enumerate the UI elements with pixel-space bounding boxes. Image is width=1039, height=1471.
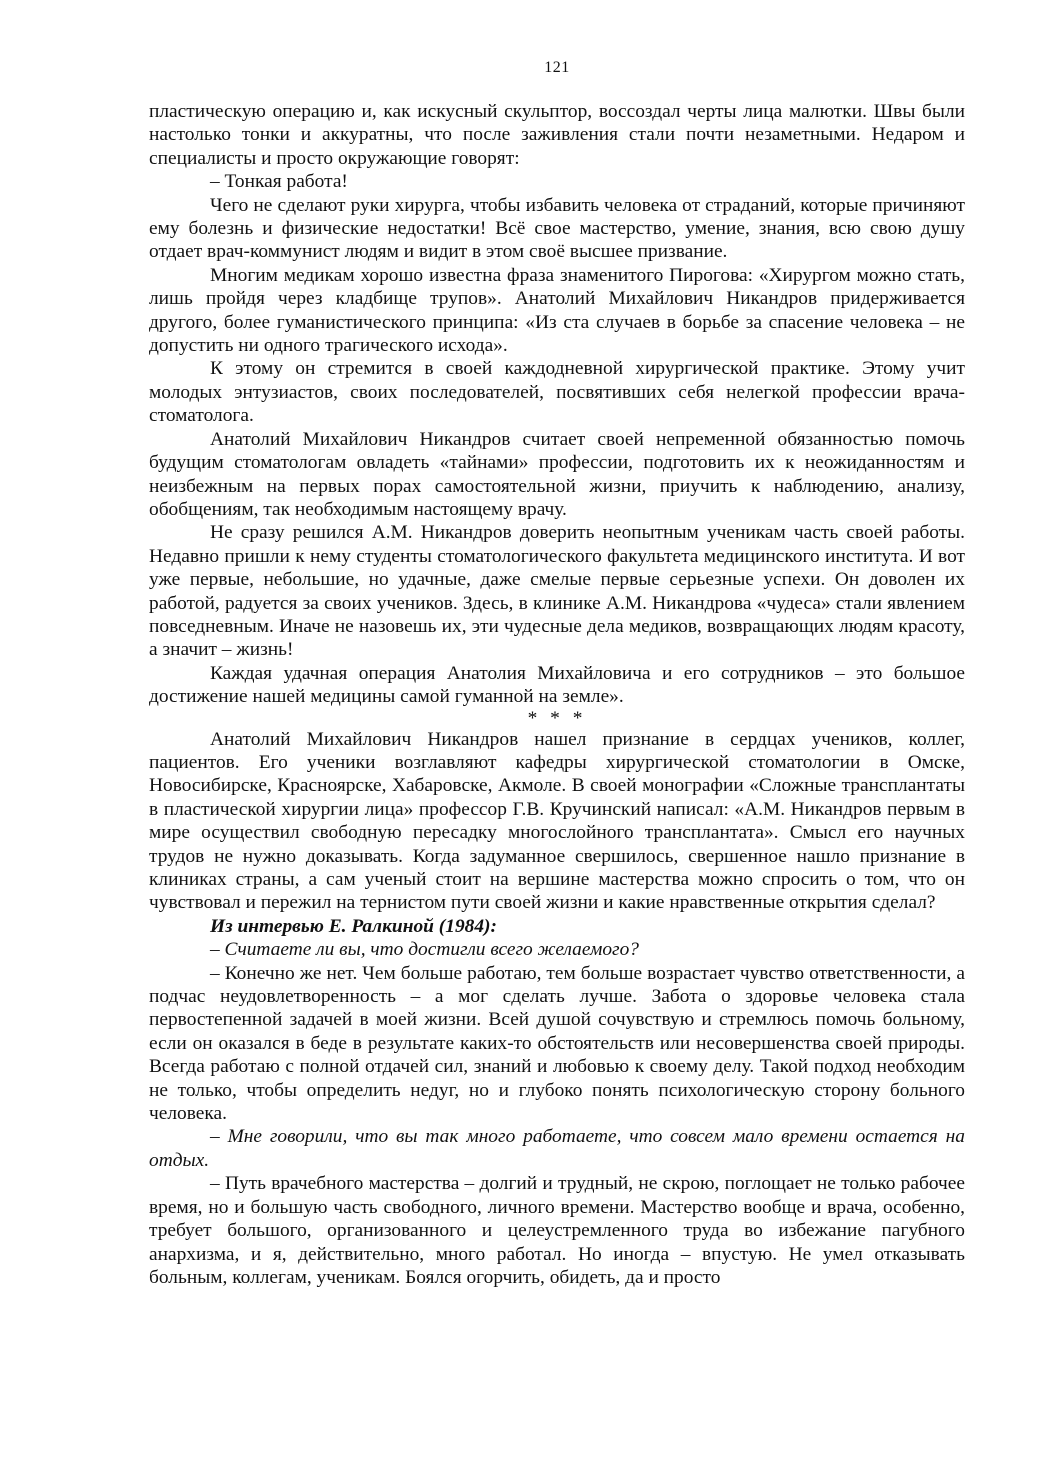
interview-answer-1: – Конечно же нет. Чем больше работаю, тем больше возрастает чувство ответственности, а подчас неудовлетворенность – а мог сделать лучше. Забота о здоровье человека стала первостепенной задачей в моей жизни. Всей душой сочувствую и стремлюсь помочь больному, если он оказался в беде в результате каких-то обстоятельств или несовершенства своей природы. Всегда работаю с полной отдачей сил, знаний и любовью к своему делу. Такой подход необходим не только, чтобы определить недуг, но и глубоко понять психологическую сторону больного человека.	[149, 962, 965, 1125]
paragraph-quote-fine-work: – Тонкая работа!	[210, 171, 348, 193]
section-separator: * * *	[527, 707, 587, 729]
paragraph-achievement: Каждая удачная операция Анатолия Михайловича и его сотрудников – это большое достижение нашей медицины самой гуманной на земле».	[149, 662, 965, 708]
paragraph-pirogov-phrase: Многим медикам хорошо известна фраза знаменитого Пирогова: «Хирургом можно стать, лишь пройдя через кладбище трупов». Анатолий Михайлович Никандров придерживается другого, более гуманистического принципа: «Из ста случаев в борьбе за спасение человека – не допустить ни одного трагического исхода».	[149, 264, 965, 357]
interview-answer-2: – Путь врачебного мастерства – долгий и трудный, не скрою, поглощает не только рабочее время, но и большую часть свободного, личного времени. Мастерство вообще и врача, особенно, требует большого, организованного и целеустремленного труда во избежание пагубного анархизма, и я, действительно, много работал. Но иногда – впустую. Не умел отказывать больным, коллегам, ученикам. Боялся огорчить, обидеть, да и просто	[149, 1173, 965, 1288]
paragraph-recognition: Анатолий Михайлович Никандров нашел признание в сердцах учеников, коллег, пациентов. Его ученики возглавляют кафедры хирургической стоматологии в Омске, Новосибирске, Красноярске, Хабаровске, Акмоле. В своей монографии «Сложные трансплантаты в пластической хирургии лица» профессор Г.В. Кручинский написал: «А.М. Никандров первым в мире осуществил свободную пересадку многослойного трансплантата». Смысл его научных трудов не нужно доказывать. Когда задуманное свершилось, свершенное нашло признание в клиниках страны, а сам ученый стоит на вершине мастерства можно спросить о том, что он чувствовал и пережил на тернистом пути своей жизни и какие нравственные открытия сделал?	[149, 728, 965, 914]
paragraph-surgeon-hands: Чего не сделают руки хирурга, чтобы избавить человека от страданий, которые причиняют ему болезнь и физические недостатки! Всё свое мастерство, умение, знания, всю свою душу отдает врач-коммунист людям и видит в этом своё высшее призвание.	[149, 194, 965, 263]
interview-heading: Из интервью Е. Ралкиной (1984):	[210, 915, 497, 937]
paragraph-students-trust: Не сразу решился А.М. Никандров доверить неопытным ученикам часть своей работы. Недавно пришли к нему студенты стоматологического факультета медицинского института. И вот уже первые, небольшие, но удачные, даже смелые первые серьезные успехи. Он доволен их работой, радуется за своих учеников. Здесь, в клинике А.М. Никандрова «чудеса» стали явлением повседневным. Иначе не назовешь их, эти чудесные дела медиков, возвращающих людям красоту, а значит – жизнь!	[149, 522, 965, 661]
page-number: 121	[544, 59, 570, 76]
paragraph-continuation: пластическую операцию и, как искусный скульптор, воссоздал черты лица малютки. Швы были настолько тонки и аккуратны, что после заживления стали почти незаметными. Недаром и специалисты и просто окружающие говорят:	[149, 101, 965, 169]
interview-question-1: – Считаете ли вы, что достигли всего желаемого?	[210, 939, 639, 961]
paragraph-daily-practice: К этому он стремится в своей каждодневной хирургической практике. Этому учит молодых энтузиастов, своих последователей, посвятивших себя нелегкой профессии врача-стоматолога.	[149, 358, 965, 427]
interview-question-2: – Мне говорили, что вы так много работаете, что совсем мало времени остается на отдых.	[149, 1126, 965, 1171]
paragraph-teaching-duty: Анатолий Михайлович Никандров считает своей непременной обязанностью помочь будущим стоматологам овладеть «тайнами» профессии, подготовить их к неожиданностям и неизбежным на первых порах самостоятельной жизни, приучить к наблюдению, анализу, обобщениям, так необходимым настоящему врачу.	[149, 428, 965, 520]
document-page	[149, 58, 965, 1289]
